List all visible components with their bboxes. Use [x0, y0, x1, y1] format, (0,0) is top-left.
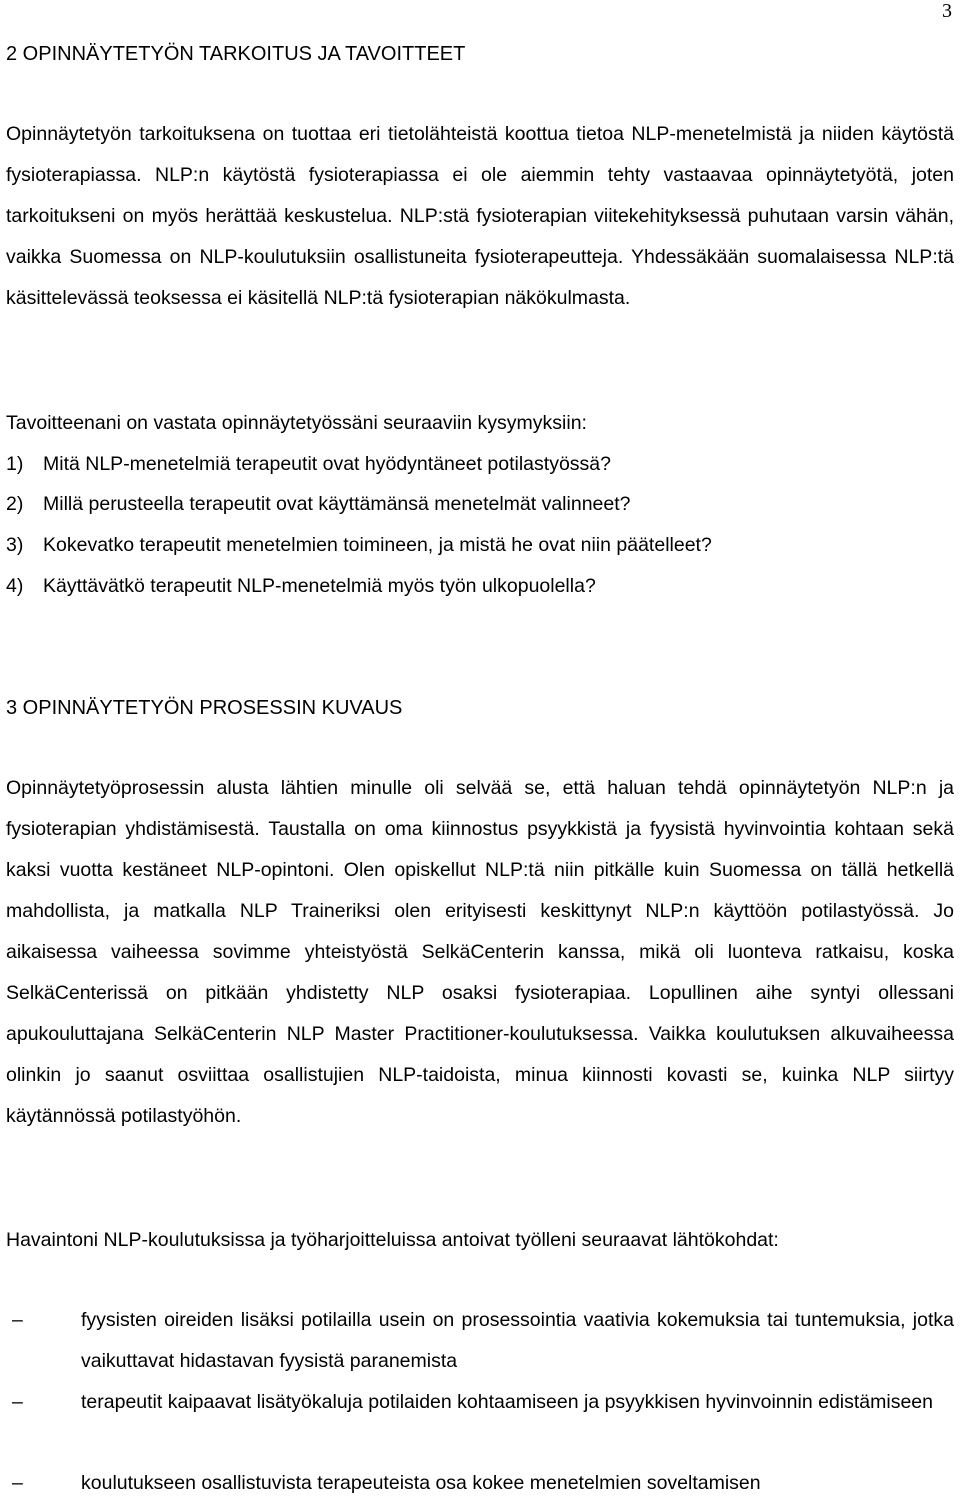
- bullet-text: fyysisten oireiden lisäksi potilailla usein on prosessointia vaativia kokemuksia tai tuntemuksia, jotka vaikuttavat hidastavan fyysistä paranemista: [81, 1309, 954, 1372]
- question-number: 2): [6, 493, 24, 515]
- question-item: [6, 574, 596, 598]
- bullet-item: [6, 1300, 954, 1382]
- page-number: 3: [942, 0, 952, 22]
- section-3-heading: 3 OPINNÄYTETYÖN PROSESSIN KUVAUS: [6, 697, 403, 719]
- question-text: Millä perusteella terapeutit ovat käyttämänsä menetelmät valinneet?: [43, 493, 631, 515]
- question-text: Mitä NLP-menetelmiä terapeutit ovat hyödyntäneet potilastyössä?: [43, 453, 611, 475]
- question-text: Käyttävätkö terapeutit NLP-menetelmiä myös työn ulkopuolella?: [43, 575, 596, 597]
- bullet-text: koulutukseen osallistuvista terapeuteista osa kokee menetelmien soveltamisen: [81, 1472, 761, 1494]
- bullet-dash: –: [12, 1472, 23, 1494]
- section-3-paragraph: Opinnäytetyöprosessin alusta lähtien minulle oli selvää se, että haluan tehdä opinnäytetyön NLP:n ja fysioterapian yhdistämisestä. Taustalla on oma kiinnostus psyykkistä ja fyysistä hyvinvointia kohtaan sekä kaksi vuotta kestäneet NLP-opintoni. Olen opiskellut NLP:tä niin pitkälle kuin Suomessa on tällä hetkellä mahdollista, ja matkalla NLP Traineriksi olen erityisesti keskittynyt NLP:n käyttöön potilastyössä. Jo aikaisessa vaiheessa sovimme yhteistyöstä SelkäCenterin kanssa, mikä oli luonteva ratkaisu, koska SelkäCenterissä on pitkään yhdistetty NLP osaksi fysioterapiaa. Lopullinen aihe syntyi ollessani apukouluttajana SelkäCenterin NLP Master Practitioner-koulutuksessa. Vaikka koulutuksen alkuvaiheessa olinkin jo saanut osviittaa osallistujien NLP-taidoista, minua kiinnosti kovasti se, kuinka NLP siirtyy käytännössä potilastyöhön.: [6, 777, 954, 1127]
- question-item: [6, 533, 712, 557]
- bullet-text: terapeutit kaipaavat lisätyökaluja potilaiden kohtaamiseen ja psyykkisen hyvinvoinnin edistämiseen: [81, 1391, 933, 1413]
- section-2-paragraph: Opinnäytetyön tarkoituksena on tuottaa eri tietolähteistä koottua tietoa NLP-menetelmistä ja niiden käytöstä fysioterapiassa. NLP:n käytöstä fysioterapiassa ei ole aiemmin tehty vastaavaa opinnäytetyötä, joten tarkoitukseni on myös herättää keskustelua. NLP:stä fysioterapian viitekehityksessä puhutaan varsin vähän, vaikka Suomessa on NLP-koulutuksiin osallistuneita fysioterapeutteja. Yhdessäkään suomalaisessa NLP:tä käsittelevässä teoksessa ei käsitellä NLP:tä fysioterapian näkökulmasta.: [6, 123, 954, 309]
- question-text: Kokevatko terapeutit menetelmien toimineen, ja mistä he ovat niin päätelleet?: [43, 534, 712, 556]
- section-2-heading: 2 OPINNÄYTETYÖN TARKOITUS JA TAVOITTEET: [6, 43, 466, 65]
- question-item: [6, 452, 611, 476]
- bullet-item: [6, 1382, 954, 1423]
- observations-intro: Havaintoni NLP-koulutuksissa ja työharjoitteluissa antoivat työlleni seuraavat lähtökohdat:: [6, 1229, 779, 1251]
- question-number: 4): [6, 575, 24, 597]
- question-item: [6, 492, 631, 516]
- bullet-dash: –: [12, 1391, 23, 1413]
- bullet-dash: –: [12, 1309, 23, 1331]
- question-number: 1): [6, 453, 24, 475]
- question-number: 3): [6, 534, 24, 556]
- goals-intro: Tavoitteenani on vastata opinnäytetyössäni seuraaviin kysymyksiin:: [6, 412, 587, 434]
